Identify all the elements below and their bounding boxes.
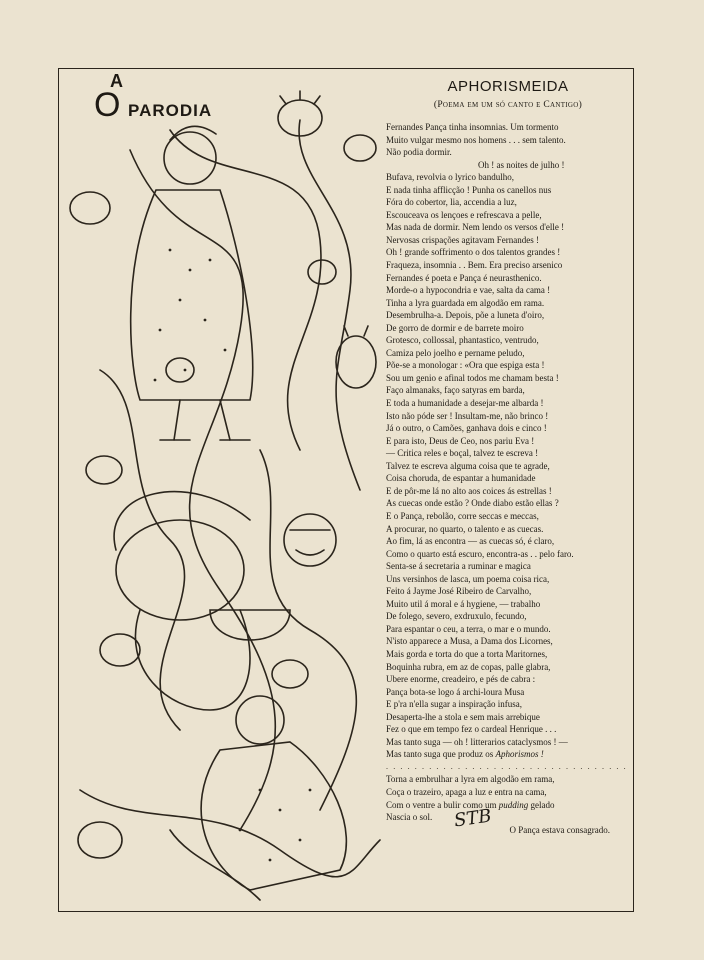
poem-line: De gorro de dormir e de barrete moiro [386, 322, 524, 333]
poem-line: E nada tinha afflicção ! Punha os canellos nus [386, 184, 552, 195]
poem-body [386, 121, 628, 836]
section-divider-dots: . . . . . . . . . . . . . . . . . . . . . . . . . . . . . . . . . . [386, 761, 628, 771]
poem-line: N'isto apparece a Musa, a Dama dos Licornes, [386, 636, 553, 647]
poem-line: Fraqueza, insomnia . . Bem. Era preciso arsenico [386, 260, 563, 271]
poem-line: As cuecas onde estão ? Onde diabo estão ellas ? [386, 498, 559, 509]
caricature-illustration [60, 70, 390, 910]
poem-line: Mas nada de dormir. Nem lendo os versos d'elle ! [386, 222, 565, 233]
masthead-a: A [110, 71, 124, 91]
masthead-o: O [94, 86, 122, 124]
poem-line: — Critica reles e boçal, talvez te escreva ! [386, 448, 539, 459]
artist-signature: STB [452, 805, 493, 832]
poem-line: Põe-se a monologar : «Ora que espiga esta ! [386, 360, 545, 371]
poem-line: Sou um genio e afinal todos me chamam besta ! [386, 372, 559, 383]
poem-line: Desaperta-lhe a stola e sem mais arrebique [386, 711, 540, 722]
poem-line: Ao fim, lá as encontra — as cuecas só, é claro, [386, 536, 555, 547]
poem-line: Fernandes Pança tinha insomnias. Um tormento [386, 122, 559, 132]
poem-line: Morde-o a hypocondria e vae, salta da cama ! [386, 285, 551, 296]
poem-line: Com o ventre a bulir como um pudding gelado [386, 799, 555, 810]
poem-line: Pança bota-se logo á archi-loura Musa [386, 686, 525, 697]
poem-line: E de pôr-me lá no alto aos coices ás estrellas ! [386, 485, 552, 496]
poem-line: Tinha a lyra guardada em algodão em rama. [386, 297, 545, 308]
poem-line: Grotesco, collossal, phantastico, ventrudo, [386, 335, 539, 346]
poem-subtitle: (Poema em um só canto e Cantigo) [433, 100, 583, 110]
poem-line: Camiza pelo joelho e pername peludo, [386, 347, 525, 358]
poem-line: E para isto, Deus de Ceo, nos pariu Eva ! [386, 435, 535, 446]
poem-line: Já o outro, o Camões, ganhava dois e cinco ! [386, 423, 547, 434]
poem-line: Ubere enorme, creadeiro, e pés de cabra : [386, 674, 536, 685]
poem-line: Muito vulgar mesmo nos homens . . . sem talento. [386, 134, 566, 145]
poem-title: APHORISMEIDA [447, 78, 569, 95]
poem-line: Uns versinhos de lasca, um poema coisa rica, [386, 573, 550, 584]
poem-line: Fernandes é poeta e Pança é neurasthenico. [386, 272, 542, 283]
poem-line: Fez o que em tempo fez o cardeal Henrique . . . [386, 724, 557, 735]
poem-line: Fóra do cobertor, lia, accendia a luz, [386, 197, 517, 208]
poem-line: Oh ! grande soffrimento o dos talentos grandes ! [386, 247, 561, 258]
poem-line: Isto não póde ser ! Insultam-me, não brinco ! [386, 410, 549, 421]
poem-line: E o Pança, rebolão, corre seccas e meccas, [386, 510, 539, 521]
poem-line: Mas tanto suga que produz os Aphorismos ! [386, 749, 544, 760]
poem-line: E p'ra n'ella sugar a inspiração infusa, [386, 699, 522, 710]
poem-line: O Pança estava consagrado. [509, 824, 610, 835]
poem-line: Torna a embrulhar a lyra em algodão em rama, [386, 774, 555, 785]
poem-line: Desembrulha-a. Depois, põe a luneta d'oiro, [386, 310, 545, 321]
poem-line: Muito util á moral e á hygiene, — trabalho [386, 598, 541, 609]
poem-line: Bufava, revolvia o lyrico bandulho, [386, 172, 514, 183]
poem-line: Coisa choruda, de espantar a humanidade [386, 473, 536, 484]
poem-line: Oh ! as noites de julho ! [478, 159, 565, 170]
poem-line: De folego, severo, exdruxulo, fecundo, [386, 611, 527, 622]
poem-line: Escouceava os lençoes e refrescava a pelle, [386, 209, 542, 220]
poem-line: Talvez te escreva alguma coisa que te agrade, [386, 460, 550, 471]
poem-line: Mais gorda e torta do que a torta Maritornes, [386, 648, 548, 659]
poem-line: E toda a humanidade a desejar-me albarda ! [386, 398, 544, 409]
poem-line: Mas tanto suga — oh ! litterarios cataclysmos ! — [386, 736, 568, 747]
masthead-rest: PARODIA [128, 101, 213, 120]
poem-line: Não podia dormir. [386, 147, 452, 158]
poem-line: A procurar, no quarto, o talento e as cuecas. [386, 523, 544, 534]
poem-line: Como o quarto está escuro, encontra-as . . pelo faro. [386, 548, 574, 559]
poem-line: Para espantar o ceu, a terra, o mar e o mundo. [386, 623, 551, 634]
poem-line: Boquinha rubra, em az de copas, palle glabra, [386, 661, 551, 672]
poem-line: Coça o trazeiro, apaga a luz e entra na cama, [386, 786, 547, 797]
poem-line: Nervosas crispações agitavam Fernandes ! [386, 234, 539, 245]
poem-line: Senta-se á secretaria a ruminar e magica [386, 561, 531, 572]
poem-line: Nascia o sol. [386, 812, 433, 823]
poem-line: Faço almanaks, faço satyras em barda, [386, 385, 525, 396]
poem-line: Feito á Jayme José Ribeiro de Carvalho, [386, 586, 532, 597]
